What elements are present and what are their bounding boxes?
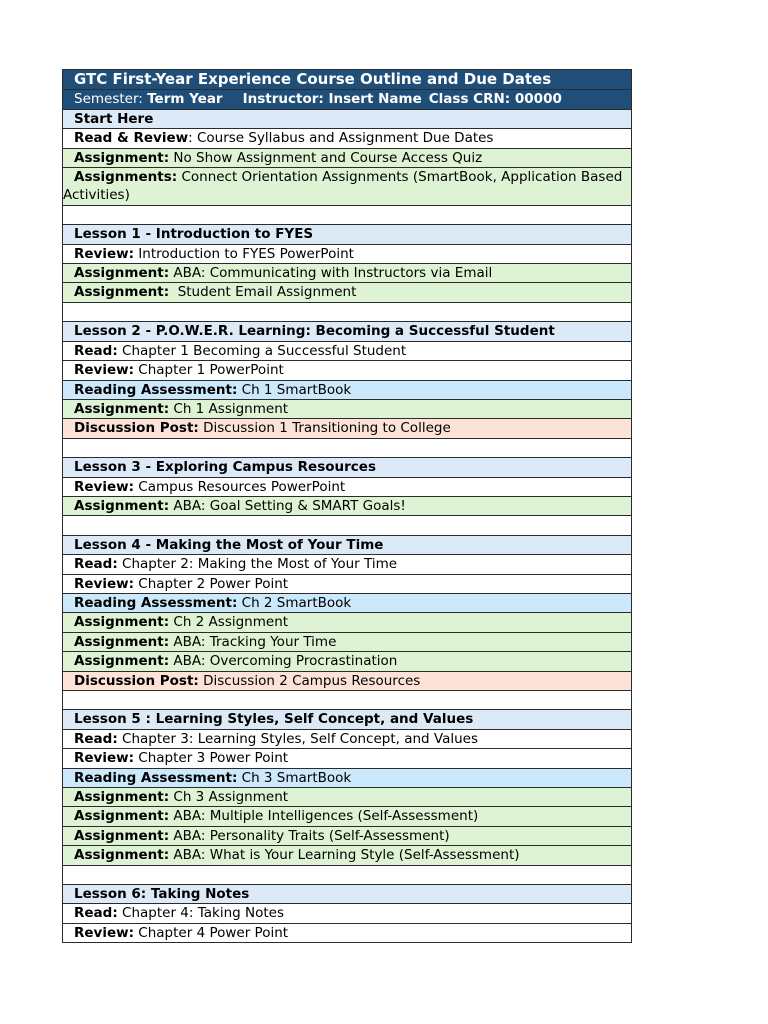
section-title: Lesson 5 : Learning Styles, Self Concept, and Values	[74, 711, 474, 728]
instructor-label: Instructor:	[242, 91, 329, 108]
item-type-label: Assignment:	[74, 149, 170, 166]
item-description: Chapter 1 Becoming a Successful Student	[117, 342, 407, 359]
item-type-label: Assignment:	[74, 265, 170, 282]
outline-item-row	[62, 672, 632, 691]
item-description: Ch 3 Assignment	[169, 789, 289, 806]
item-description: Introduction to FYES PowerPoint	[134, 245, 354, 262]
item-description: Connect Orientation Assignments (SmartBook, Application Based Activities)	[63, 169, 627, 204]
section-title: Lesson 6: Taking Notes	[74, 886, 250, 903]
item-type-label: Review:	[74, 924, 135, 941]
item-type-label: Reading Assessment:	[74, 769, 238, 786]
outline-item-row	[62, 827, 632, 846]
item-description: Chapter 4: Taking Notes	[117, 905, 284, 922]
item-type-label: Assignment:	[74, 497, 170, 514]
item-description: Chapter 1 PowerPoint	[134, 362, 284, 379]
item-description: Chapter 3 Power Point	[134, 750, 289, 767]
spacer-row	[62, 516, 632, 535]
item-type-label: Assignment:	[74, 808, 170, 825]
item-description: Ch 2 Assignment	[169, 614, 289, 631]
item-type-label: Assignment:	[74, 653, 170, 670]
item-type-label: Read:	[74, 556, 118, 573]
item-type-label: Reading Assessment:	[74, 594, 238, 611]
outline-item-row	[62, 400, 632, 419]
item-type-label: Review:	[74, 750, 135, 767]
item-description: Discussion 2 Campus Resources	[198, 672, 421, 689]
section-title: Lesson 1 - Introduction to FYES	[74, 226, 314, 243]
item-description: ABA: Overcoming Procrastination	[169, 653, 398, 670]
instructor-value: Insert Name	[328, 91, 422, 108]
item-type-label: Reading Assessment:	[74, 381, 238, 398]
spacer-row	[62, 303, 632, 322]
spacer-row	[62, 691, 632, 710]
section-header-row	[62, 710, 632, 729]
item-description: Ch 3 SmartBook	[237, 769, 352, 786]
outline-item-row	[62, 749, 632, 768]
section-header-row	[62, 110, 632, 129]
spacer-row	[62, 439, 632, 458]
spacer-row	[62, 206, 632, 225]
outline-item-row	[62, 924, 632, 943]
semester-label: Semester:	[74, 91, 148, 108]
item-description: Ch 2 SmartBook	[237, 594, 352, 611]
outline-item-row	[62, 807, 632, 826]
item-description: Chapter 3: Learning Styles, Self Concept, and Values	[117, 730, 479, 747]
item-description: ABA: Multiple Intelligences (Self-Assessment)	[169, 808, 479, 825]
outline-item-row	[62, 168, 632, 206]
item-type-label: Review:	[74, 245, 135, 262]
item-description: Discussion 1 Transitioning to College	[198, 420, 451, 437]
item-type-label: Assignments:	[74, 169, 178, 186]
outline-item-row	[62, 594, 632, 613]
outline-item-row	[62, 283, 632, 302]
item-type-label: Review:	[74, 478, 135, 495]
outline-item-row	[62, 129, 632, 148]
outline-item-row	[62, 497, 632, 516]
item-type-label: Assignment:	[74, 614, 170, 631]
item-description: Ch 1 SmartBook	[237, 381, 352, 398]
item-type-label: Review:	[74, 362, 135, 379]
outline-item-row	[62, 652, 632, 671]
outline-item-row	[62, 342, 632, 361]
outline-item-row	[62, 361, 632, 380]
outline-item-row	[62, 575, 632, 594]
outline-item-row	[62, 149, 632, 168]
item-type-label: Assignment:	[74, 400, 170, 417]
item-type-label: Assignment:	[74, 284, 170, 301]
outline-item-row	[62, 264, 632, 283]
item-type-label: Assignment:	[74, 827, 170, 844]
item-description: ABA: Goal Setting & SMART Goals!	[169, 497, 406, 514]
section-header-row	[62, 322, 632, 341]
section-title: Lesson 2 - P.O.W.E.R. Learning: Becoming a Successful Student	[74, 323, 555, 340]
item-description: Campus Resources PowerPoint	[134, 478, 346, 495]
outline-item-row	[62, 769, 632, 788]
section-header-row	[62, 536, 632, 555]
item-description: ABA: Communicating with Instructors via Email	[169, 265, 493, 282]
semester-value: Term Year	[147, 91, 223, 108]
item-description: Chapter 2 Power Point	[134, 575, 289, 592]
outline-item-row	[62, 846, 632, 865]
item-description: Chapter 4 Power Point	[134, 924, 289, 941]
outline-item-row	[62, 730, 632, 749]
item-type-label: Assignment:	[74, 633, 170, 650]
semester-row	[62, 90, 632, 109]
item-type-label: Read & Review	[74, 130, 189, 147]
item-description: ABA: Personality Traits (Self-Assessment)	[169, 827, 450, 844]
outline-item-row	[62, 788, 632, 807]
table-title	[62, 69, 632, 90]
outline-item-row	[62, 245, 632, 264]
outline-rows	[62, 110, 632, 943]
outline-item-row	[62, 419, 632, 438]
item-type-label: Review:	[74, 575, 135, 592]
spacer-row	[62, 866, 632, 885]
outline-item-row	[62, 633, 632, 652]
section-header-row	[62, 225, 632, 244]
item-type-label: Read:	[74, 730, 118, 747]
item-type-label: Assignment:	[74, 789, 170, 806]
outline-item-row	[62, 381, 632, 400]
crn-label: Class CRN:	[428, 91, 515, 108]
item-description: ABA: Tracking Your Time	[169, 633, 337, 650]
item-type-label: Discussion Post:	[74, 672, 199, 689]
crn-value: 00000	[514, 91, 562, 108]
item-description: Chapter 2: Making the Most of Your Time	[117, 556, 398, 573]
item-description: ABA: What is Your Learning Style (Self-Assessment)	[169, 847, 520, 864]
section-header-row	[62, 458, 632, 477]
section-title: Lesson 4 - Making the Most of Your Time	[74, 536, 384, 553]
item-description: Student Email Assignment	[169, 284, 357, 301]
item-type-label: Read:	[74, 905, 118, 922]
outline-item-row	[62, 904, 632, 923]
item-type-label: Discussion Post:	[74, 420, 199, 437]
section-title: Start Here	[74, 110, 154, 127]
item-description: No Show Assignment and Course Access Quiz	[169, 149, 483, 166]
outline-item-row	[62, 555, 632, 574]
course-outline-table	[62, 69, 632, 943]
outline-item-row	[62, 478, 632, 497]
item-description: Ch 1 Assignment	[169, 400, 289, 417]
item-description: : Course Syllabus and Assignment Due Dates	[188, 130, 494, 147]
section-header-row	[62, 885, 632, 904]
item-type-label: Assignment:	[74, 847, 170, 864]
title-text: GTC First-Year Experience Course Outline and Due Dates	[74, 70, 552, 88]
item-type-label: Read:	[74, 342, 118, 359]
section-title: Lesson 3 - Exploring Campus Resources	[74, 459, 376, 476]
outline-item-row	[62, 613, 632, 632]
